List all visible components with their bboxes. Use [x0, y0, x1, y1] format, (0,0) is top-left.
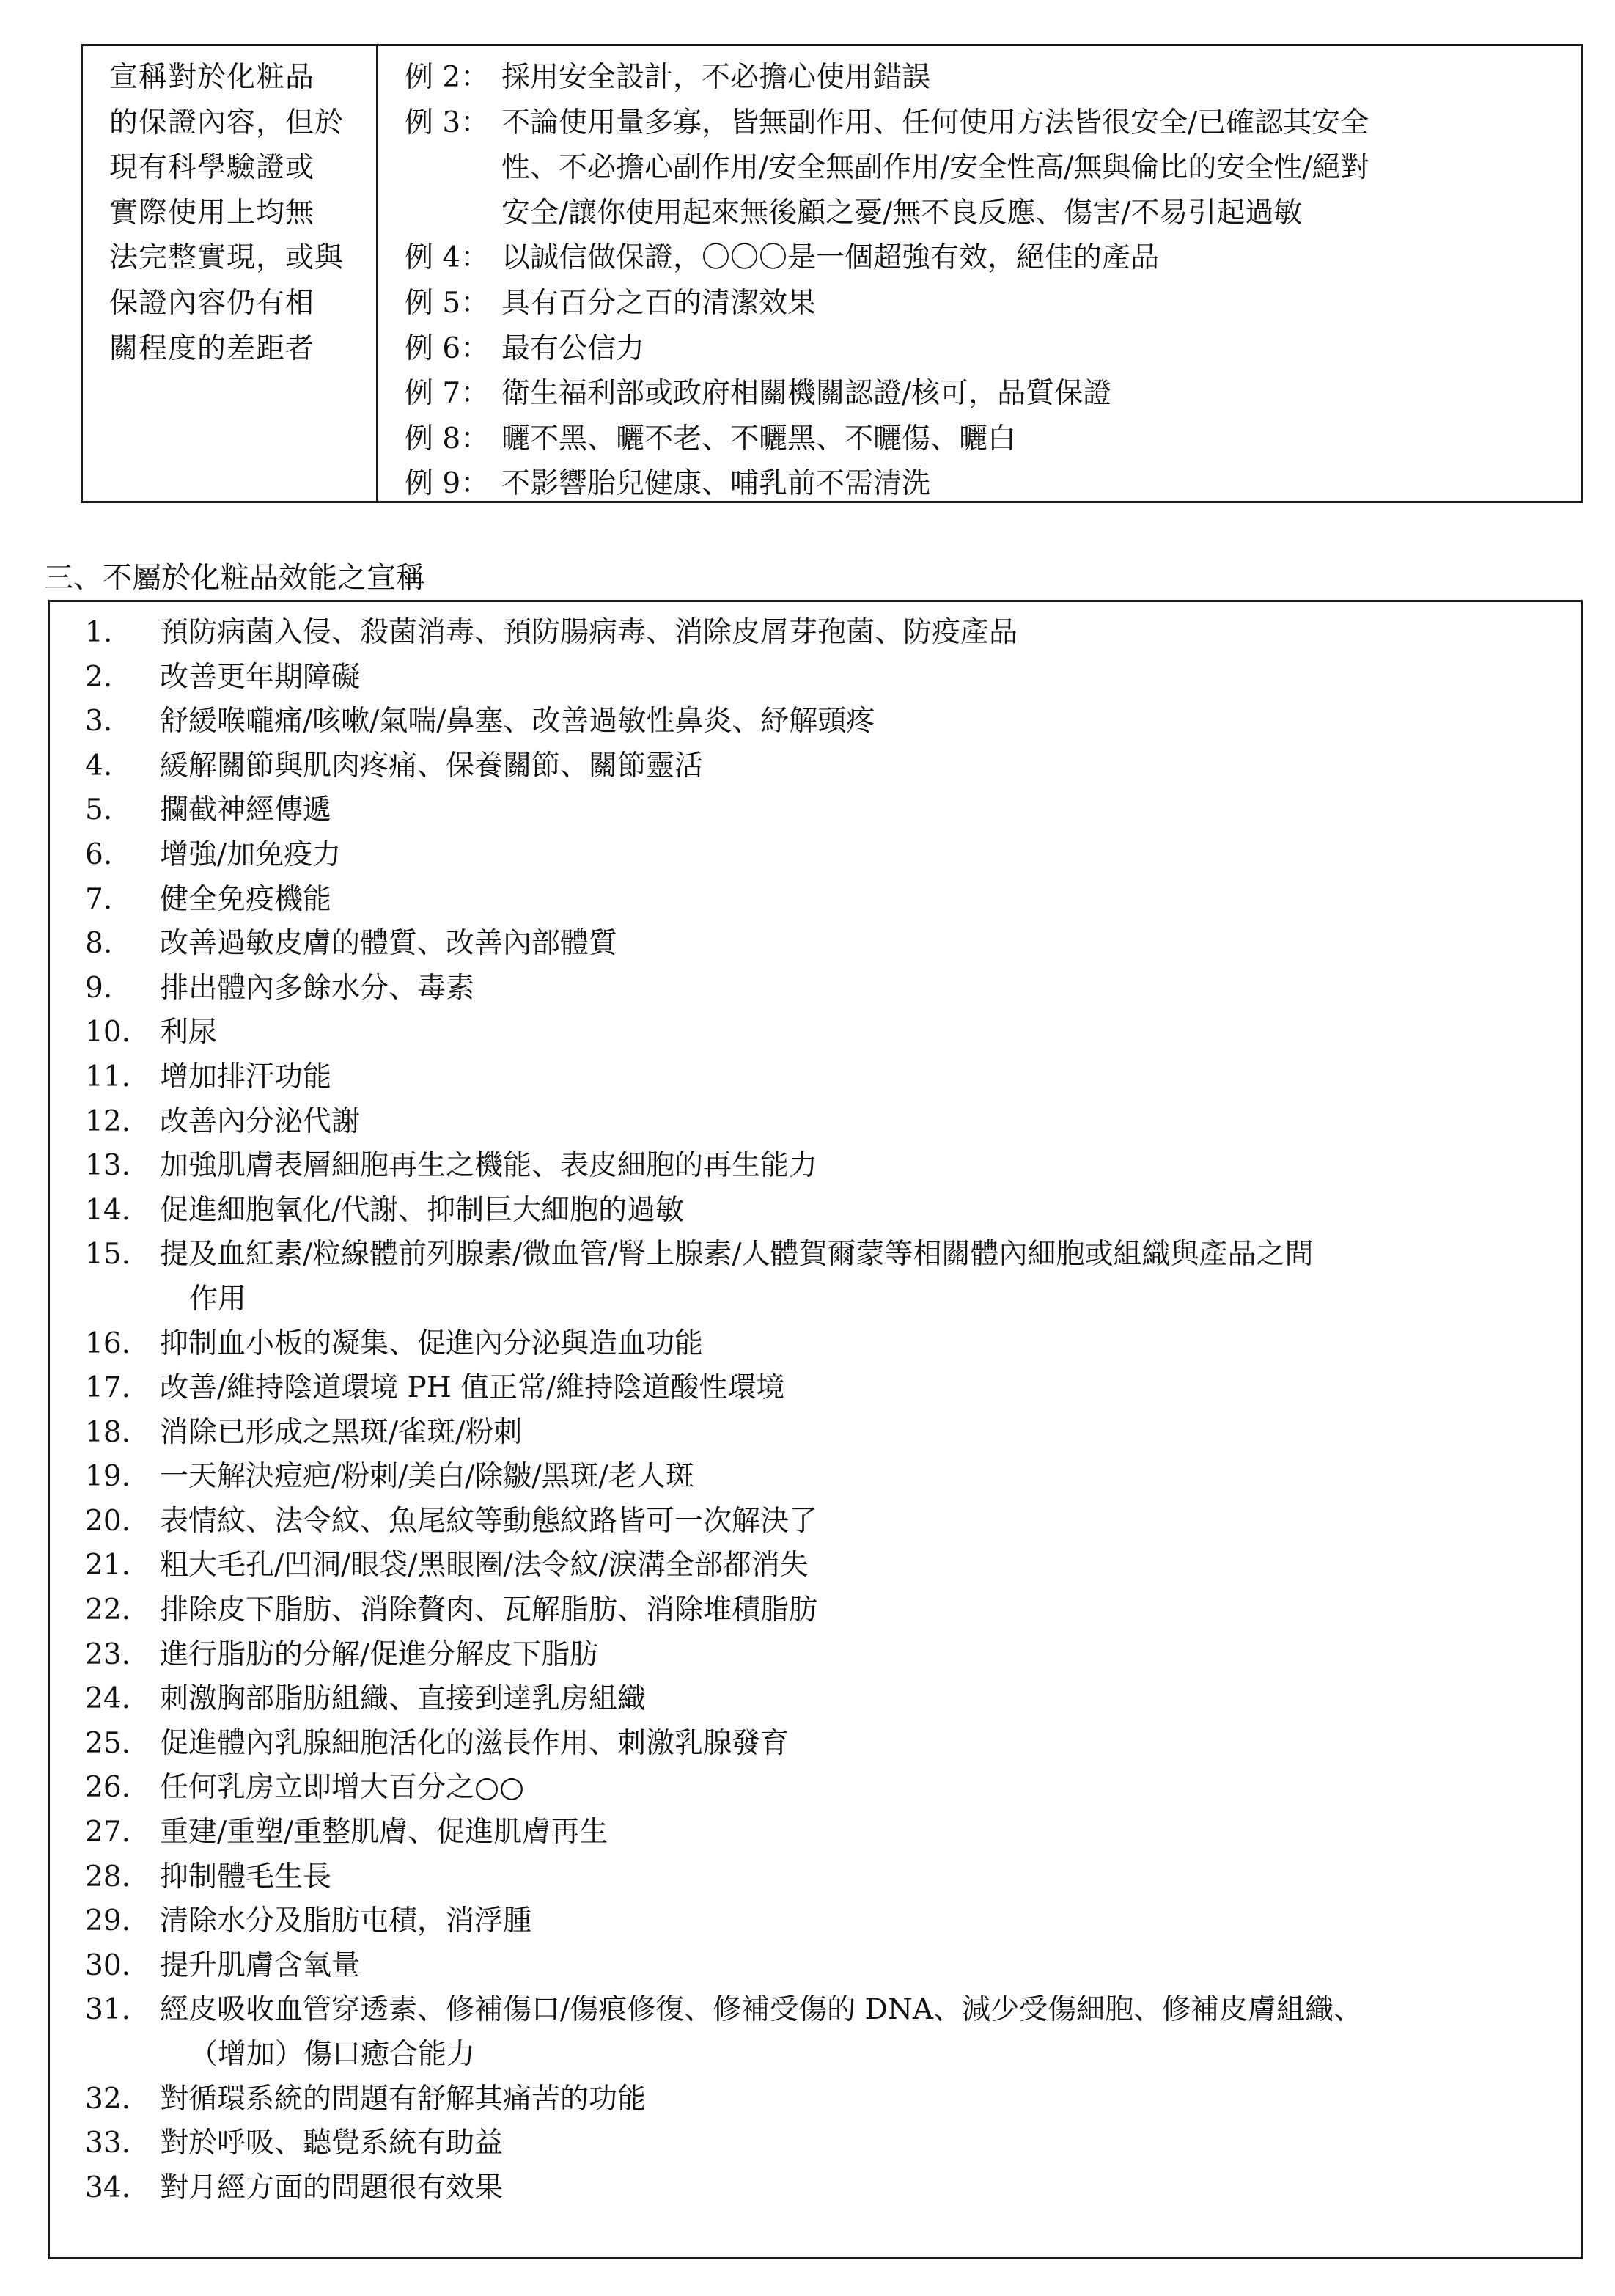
- list-item: [50, 1988, 1581, 2033]
- item-number: 7.: [85, 882, 113, 916]
- item-text: 增加排汗功能: [160, 1060, 332, 1093]
- item-number: 11.: [85, 1060, 131, 1093]
- list-item: [50, 1811, 1581, 1855]
- item-number: 1.: [85, 616, 113, 649]
- item-text: 任何乳房立即增大百分之○○: [160, 1771, 525, 1805]
- item-number: 8.: [85, 927, 113, 961]
- list-item: [50, 1411, 1581, 1456]
- example-row: [405, 371, 1581, 417]
- item-number: 23.: [85, 1637, 131, 1671]
- list-item: [50, 656, 1581, 700]
- category-line: 保證內容仍有相: [109, 286, 315, 320]
- list-item: [50, 2166, 1581, 2211]
- item-number: 27.: [85, 1816, 131, 1849]
- list-item: [50, 1722, 1581, 1767]
- list-item: [50, 967, 1581, 1011]
- item-number: 2.: [85, 660, 113, 694]
- item-text: 重建/重塑/重整肌膚、促進肌膚再生: [160, 1816, 608, 1849]
- item-text: 粗大毛孔/凹洞/眼袋/黑眼圈/法令紋/淚溝全部都消失: [160, 1549, 809, 1582]
- example-text-continued: 性、不必擔心副作用/安全無副作用/安全性高/無與倫比的安全性/絕對: [501, 151, 1369, 185]
- item-text: 經皮吸收血管穿透素、修補傷口/傷痕修復、修補受傷的 DNA、減少受傷細胞、修補皮膚組織、: [160, 1993, 1363, 2027]
- example-text: 曬不黑、曬不老、不曬黑、不曬傷、曬白: [501, 422, 1017, 455]
- item-number: 31.: [85, 1993, 131, 2027]
- list-item: [50, 1455, 1581, 1500]
- item-text: 清除水分及脂肪屯積，消浮腫: [160, 1904, 532, 1938]
- list-item: [50, 744, 1581, 789]
- item-number: 12.: [85, 1104, 131, 1138]
- item-text: 抑制血小板的凝集、促進內分泌與造血功能: [160, 1327, 704, 1360]
- example-label: 例 7：: [405, 377, 490, 411]
- list-item: [50, 1233, 1581, 1277]
- list-item: [50, 1633, 1581, 1678]
- category-line: 關程度的差距者: [109, 331, 315, 365]
- item-number: 9.: [85, 971, 113, 1005]
- list-item: [50, 1500, 1581, 1544]
- item-text: 表情紋、法令紋、魚尾紋等動態紋路皆可一次解決了: [160, 1504, 818, 1538]
- item-text: 緩解關節與肌肉疼痛、保養關節、關節靈活: [160, 749, 704, 782]
- list-item: [50, 611, 1581, 656]
- example-label: 例 4：: [405, 241, 490, 275]
- category-cell: [83, 46, 378, 501]
- example-text: 採用安全設計，不必擔心使用錯誤: [501, 61, 931, 94]
- item-number: 25.: [85, 1726, 131, 1760]
- list-item: [50, 833, 1581, 878]
- item-text: 改善過敏皮膚的體質、改善內部體質: [160, 927, 618, 961]
- example-text: 不論使用量多寡，皆無副作用、任何使用方法皆很安全/已確認其安全: [501, 106, 1369, 139]
- item-text: 促進細胞氧化/代謝、抑制巨大細胞的過敏: [160, 1193, 685, 1227]
- item-text: 改善更年期障礙: [160, 660, 361, 694]
- item-number: 4.: [85, 749, 113, 782]
- claims-table: [81, 44, 1583, 503]
- list-item: [50, 1544, 1581, 1588]
- list-item: [50, 700, 1581, 744]
- item-text: 改善內分泌代謝: [160, 1104, 361, 1138]
- item-text-continued: （增加）傷口癒合能力: [189, 2038, 476, 2071]
- example-text: 最有公信力: [501, 331, 645, 365]
- list-item: [50, 1899, 1581, 1944]
- list-item: [50, 1944, 1581, 1989]
- category-line: 的保證內容，但於: [109, 106, 345, 139]
- claims-list: [48, 600, 1583, 2259]
- category-line: 實際使用上均無: [109, 196, 315, 230]
- item-text: 排除皮下脂肪、消除贅肉、瓦解脂肪、消除堆積脂肪: [160, 1593, 818, 1627]
- list-item: [50, 1322, 1581, 1367]
- list-item: [50, 1766, 1581, 1811]
- example-label: 例 2：: [405, 61, 490, 94]
- example-label: 例 8：: [405, 422, 490, 455]
- example-row: [405, 100, 1581, 146]
- item-text: 對月經方面的問題很有效果: [160, 2171, 504, 2204]
- example-label: 例 9：: [405, 467, 490, 501]
- list-item: [50, 1588, 1581, 1633]
- list-item: [50, 878, 1581, 923]
- item-text: 利尿: [160, 1016, 218, 1049]
- example-row: [405, 417, 1581, 462]
- item-number: 5.: [85, 793, 113, 827]
- example-row: [405, 55, 1581, 100]
- item-text: 預防病菌入侵、殺菌消毒、預防腸病毒、消除皮屑芽孢菌、防疫產品: [160, 616, 1018, 649]
- item-text: 舒緩喉嚨痛/咳嗽/氣喘/鼻塞、改善過敏性鼻炎、紓解頭疼: [160, 705, 875, 738]
- example-label: 例 3：: [405, 106, 490, 139]
- example-text: 具有百分之百的清潔效果: [501, 286, 817, 320]
- item-number: 17.: [85, 1371, 131, 1405]
- list-item: [50, 1055, 1581, 1100]
- list-item: [50, 2077, 1581, 2122]
- item-number: 22.: [85, 1593, 131, 1627]
- item-number: 15.: [85, 1238, 131, 1272]
- item-text: 提升肌膚含氧量: [160, 1948, 361, 1982]
- item-text: 攔截神經傳遞: [160, 793, 332, 827]
- example-text: 不影響胎兒健康、哺乳前不需清洗: [501, 467, 931, 501]
- list-item: [50, 2121, 1581, 2166]
- example-row: [405, 235, 1581, 281]
- example-row: [405, 326, 1581, 372]
- item-number: 14.: [85, 1193, 131, 1227]
- item-number: 30.: [85, 1948, 131, 1982]
- item-number: 18.: [85, 1415, 131, 1449]
- list-item: [50, 1011, 1581, 1055]
- example-text-continued: 安全/讓你使用起來無後顧之憂/無不良反應、傷害/不易引起過敏: [501, 196, 1303, 230]
- item-number: 21.: [85, 1549, 131, 1582]
- item-text: 健全免疫機能: [160, 882, 332, 916]
- list-item: [50, 1189, 1581, 1233]
- item-number: 6.: [85, 837, 113, 871]
- list-item: [50, 922, 1581, 967]
- item-number: 19.: [85, 1460, 131, 1494]
- item-number: 32.: [85, 2082, 131, 2116]
- examples-cell: [378, 46, 1581, 501]
- item-text: 增強/加免疫力: [160, 837, 342, 871]
- item-text: 一天解決痘疤/粉刺/美白/除皺/黑斑/老人斑: [160, 1460, 694, 1494]
- item-number: 34.: [85, 2171, 131, 2204]
- item-text: 進行脂肪的分解/促進分解皮下脂肪: [160, 1637, 599, 1671]
- item-number: 33.: [85, 2127, 131, 2160]
- item-number: 28.: [85, 1860, 131, 1893]
- item-number: 26.: [85, 1771, 131, 1805]
- example-text: 衛生福利部或政府相關機關認證/核可，品質保證: [501, 377, 1112, 411]
- example-label: 例 5：: [405, 286, 490, 320]
- item-number: 29.: [85, 1904, 131, 1938]
- item-number: 13.: [85, 1149, 131, 1183]
- list-item: [50, 1855, 1581, 1900]
- item-number: 16.: [85, 1327, 131, 1360]
- list-item: [50, 1366, 1581, 1411]
- example-row: [405, 281, 1581, 326]
- item-text: 刺激胸部脂肪組織、直接到達乳房組織: [160, 1682, 647, 1716]
- section-heading: 三、不屬於化粧品效能之宣稱: [44, 561, 425, 595]
- item-text: 抑制體毛生長: [160, 1860, 332, 1893]
- item-text: 消除已形成之黑斑/雀斑/粉刺: [160, 1415, 523, 1449]
- item-number: 24.: [85, 1682, 131, 1716]
- category-line: 法完整實現，或與: [109, 241, 345, 275]
- item-number: 10.: [85, 1016, 131, 1049]
- item-text: 對於呼吸、聽覺系統有助益: [160, 2127, 504, 2160]
- item-number: 20.: [85, 1504, 131, 1538]
- item-number: 3.: [85, 705, 113, 738]
- example-label: 例 6：: [405, 331, 490, 365]
- item-text: 改善/維持陰道環境 PH 值正常/維持陰道酸性環境: [160, 1371, 785, 1405]
- list-item: [50, 1100, 1581, 1145]
- list-item: [50, 788, 1581, 833]
- item-text: 促進體內乳腺細胞活化的滋長作用、刺激乳腺發育: [160, 1726, 790, 1760]
- list-item: [50, 1677, 1581, 1722]
- item-text: 加強肌膚表層細胞再生之機能、表皮細胞的再生能力: [160, 1149, 818, 1183]
- item-text: 排出體內多餘水分、毒素: [160, 971, 475, 1005]
- item-text: 提及血紅素/粒線體前列腺素/微血管/腎上腺素/人體賀爾蒙等相關體內細胞或組織與產品之間: [160, 1238, 1314, 1272]
- item-text: 對循環系統的問題有舒解其痛苦的功能: [160, 2082, 647, 2116]
- item-text-continued: 作用: [189, 1282, 247, 1316]
- example-row: [405, 461, 1581, 507]
- list-item: [50, 1144, 1581, 1189]
- example-text: 以誠信做保證，〇〇〇是一個超強有效，絕佳的產品: [501, 241, 1160, 275]
- category-line: 宣稱對於化粧品: [109, 61, 315, 94]
- category-line: 現有科學驗證或: [109, 151, 315, 185]
